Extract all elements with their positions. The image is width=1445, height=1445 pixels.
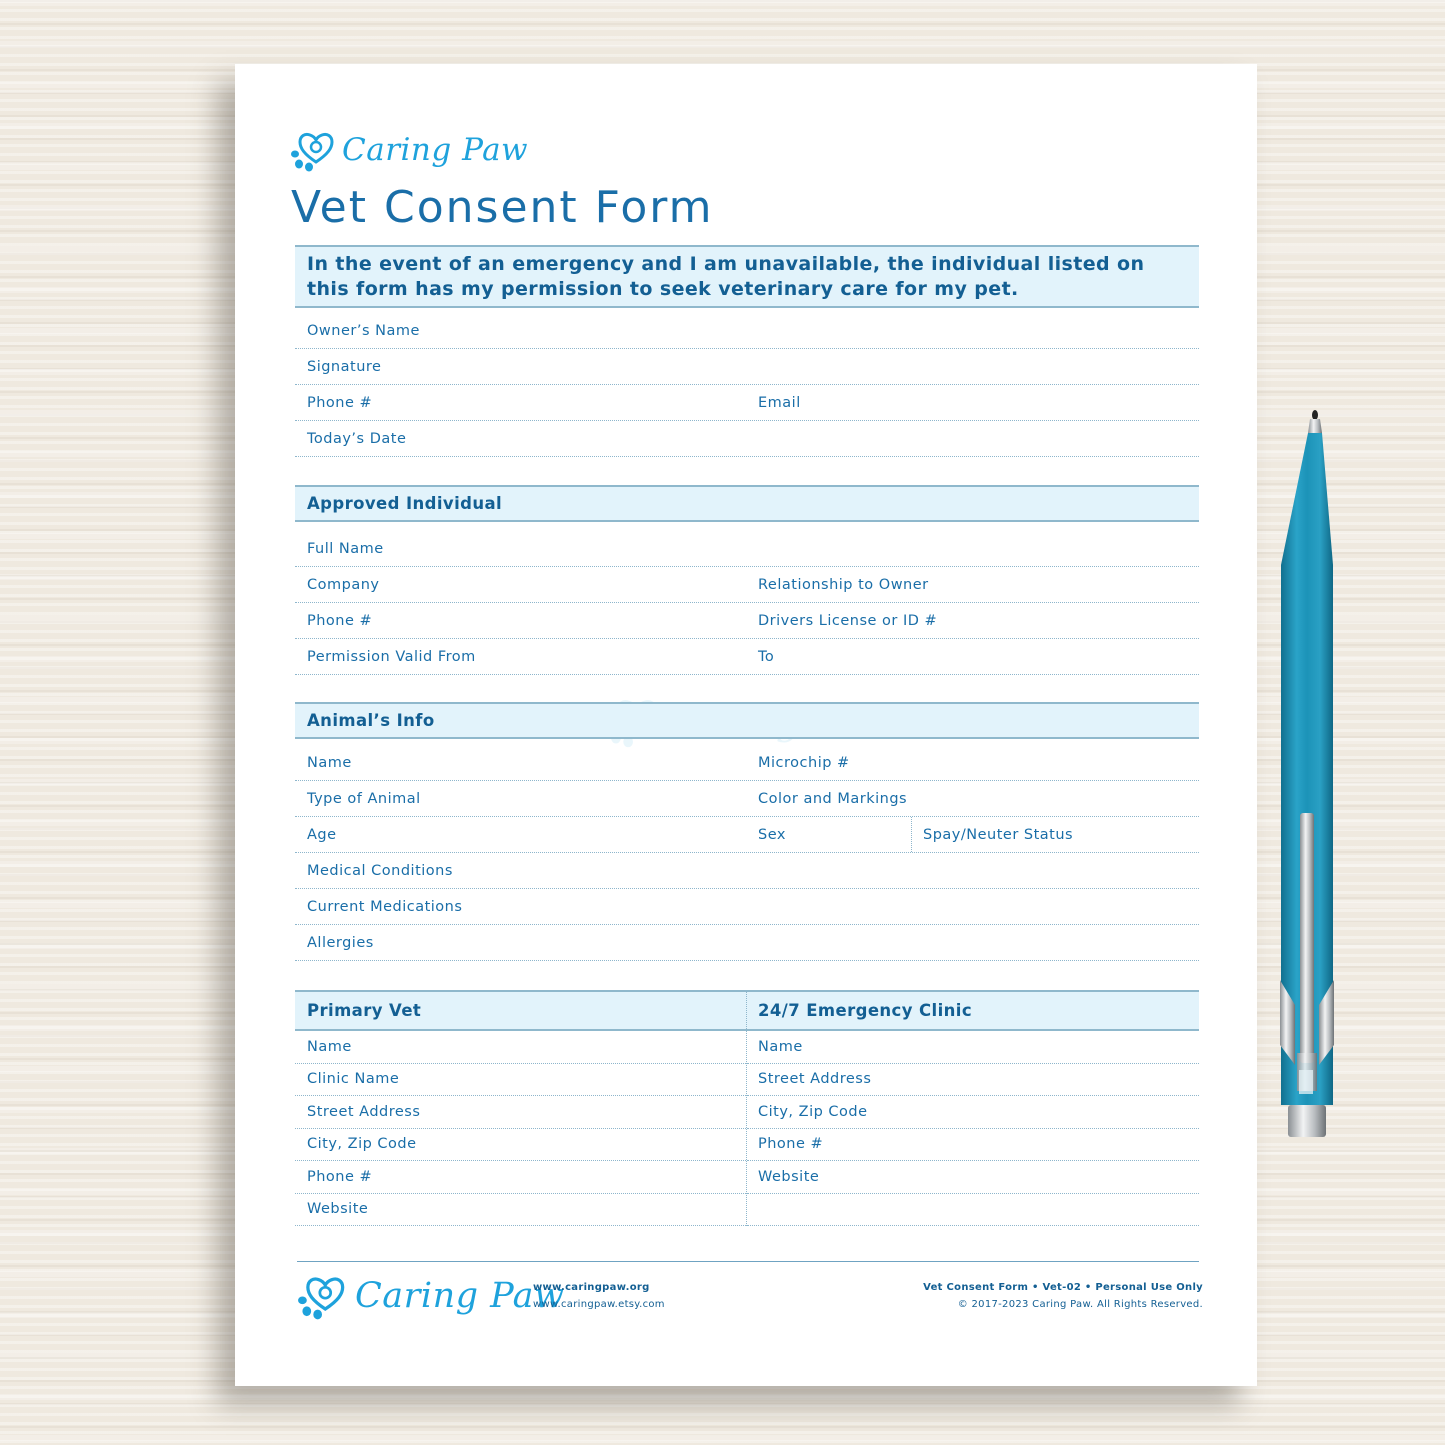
section-heading: Animal’s Info (295, 702, 1199, 739)
field-age-sex-spay[interactable]: Age Sex Spay/Neuter Status (295, 817, 1199, 853)
field-emergency-city-zip[interactable]: City, Zip Code (747, 1096, 1199, 1129)
approved-individual-section (295, 485, 1199, 675)
footer-links (533, 1279, 665, 1313)
consent-statement: In the event of an emergency and I am unavailable, the individual listed on this form has my permission to seek veterinary care for my pet. (295, 245, 1199, 308)
field-primary-street[interactable]: Street Address (295, 1096, 746, 1129)
footer-divider (297, 1261, 1199, 1262)
primary-vet-fields (295, 1031, 746, 1226)
field-primary-phone[interactable]: Phone # (295, 1161, 746, 1194)
field-emergency-phone[interactable]: Phone # (747, 1129, 1199, 1162)
paw-heart-icon (290, 128, 336, 172)
field-name-microchip[interactable]: Name Microchip # (295, 745, 1199, 781)
animal-info-section (295, 702, 1199, 961)
field-emergency-website[interactable]: Website (747, 1161, 1199, 1194)
field-medical-conditions[interactable]: Medical Conditions (295, 853, 1199, 889)
etsy-link[interactable]: www.caringpaw.etsy.com (533, 1299, 665, 1310)
field-owners-name[interactable]: Owner’s Name (295, 313, 1199, 349)
footer-logo (297, 1272, 564, 1320)
field-primary-vet-name[interactable]: Name (295, 1031, 746, 1064)
field-company-relationship[interactable]: Company Relationship to Owner (295, 567, 1199, 603)
emergency-clinic-heading: 24/7 Emergency Clinic (746, 992, 1199, 1029)
footer-brand-name: Caring Paw (355, 1276, 565, 1316)
footer-meta (923, 1279, 1203, 1313)
field-primary-website[interactable]: Website (295, 1194, 746, 1227)
website-link[interactable]: www.caringpaw.org (533, 1282, 650, 1293)
field-full-name[interactable]: Full Name (295, 531, 1199, 567)
field-signature[interactable]: Signature (295, 349, 1199, 385)
brand-name: Caring Paw (342, 132, 529, 168)
column-divider (911, 817, 912, 852)
section-heading: Approved Individual (295, 485, 1199, 522)
vet-section-heading (295, 990, 1199, 1031)
field-emergency-street[interactable]: Street Address (747, 1064, 1199, 1097)
field-primary-clinic-name[interactable]: Clinic Name (295, 1064, 746, 1097)
copyright: © 2017-2023 Caring Paw. All Rights Reserved. (957, 1299, 1203, 1310)
field-owner-phone-email[interactable]: Phone # Email (295, 385, 1199, 421)
field-permission-valid[interactable]: Permission Valid From To (295, 639, 1199, 675)
ballpoint-pen-icon (1270, 405, 1340, 1150)
field-current-medications[interactable]: Current Medications (295, 889, 1199, 925)
field-allergies[interactable]: Allergies (295, 925, 1199, 961)
vet-section (295, 990, 1199, 1226)
field-emergency-name[interactable]: Name (747, 1031, 1199, 1064)
field-type-color[interactable]: Type of Animal Color and Markings (295, 781, 1199, 817)
field-phone-license[interactable]: Phone # Drivers License or ID # (295, 603, 1199, 639)
primary-vet-heading: Primary Vet (307, 1001, 422, 1020)
consent-form-paper (235, 64, 1257, 1386)
emergency-clinic-fields (746, 1031, 1199, 1226)
field-emergency-blank (747, 1194, 1199, 1227)
form-code: Vet Consent Form • Vet-02 • Personal Use Only (923, 1282, 1203, 1293)
brand-logo (290, 128, 528, 172)
paw-heart-icon (297, 1272, 347, 1320)
field-todays-date[interactable]: Today’s Date (295, 421, 1199, 457)
owner-section (295, 313, 1199, 457)
page-title: Vet Consent Form (291, 182, 714, 233)
field-primary-city-zip[interactable]: City, Zip Code (295, 1129, 746, 1162)
